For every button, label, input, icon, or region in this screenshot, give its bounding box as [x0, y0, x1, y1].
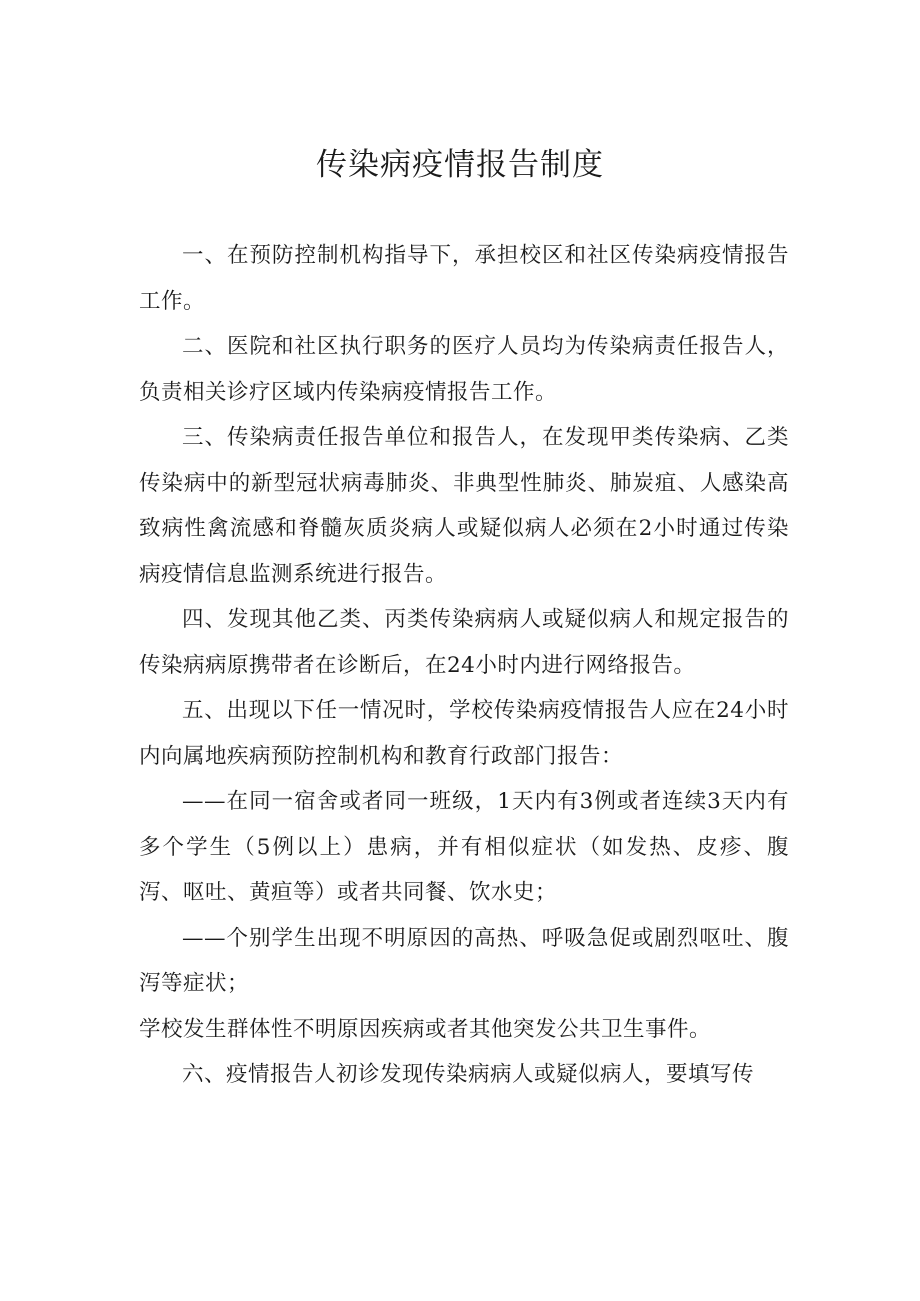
- paragraph-7: ——个别学生出现不明原因的高热、呼吸急促或剧烈呕吐、腹泻等症状；: [139, 925, 789, 996]
- paragraph-5: 五、出现以下任一情况时，学校传染病疫情报告人应在24小时内向属地疾病预防控制机构和教育行政部门报告：: [139, 698, 789, 769]
- paragraph-1: 一、在预防控制机构指导下，承担校区和社区传染病疫情报告工作。: [139, 243, 789, 314]
- document-title: 传染病疫情报告制度: [316, 147, 604, 183]
- paragraph-2: 二、医院和社区执行职务的医疗人员均为传染病责任报告人，负责相关诊疗区域内传染病疫情报告工作。: [139, 334, 789, 405]
- document-body: [139, 233, 789, 1098]
- paragraph-4: 四、发现其他乙类、丙类传染病病人或疑似病人和规定报告的传染病病原携带者在诊断后，在24小时内进行网络报告。: [139, 607, 789, 678]
- paragraph-6: ——在同一宿舍或者同一班级，1天内有3例或者连续3天内有多个学生（5例以上）患病，并有相似症状（如发热、皮疹、腹泻、呕吐、黄疸等）或者共同餐、饮水史；: [139, 789, 789, 905]
- paragraph-9: 六、疫情报告人初诊发现传染病病人或疑似病人，要填写传: [182, 1062, 755, 1087]
- paragraph-8: 学校发生群体性不明原因疾病或者其他突发公共卫生事件。: [139, 1016, 712, 1042]
- paragraph-3: 三、传染病责任报告单位和报告人，在发现甲类传染病、乙类传染病中的新型冠状病毒肺炎、非典型性肺炎、肺炭疽、人感染高致病性禽流感和脊髓灰质炎病人或疑似病人必须在2小时通过传染病疫情信息监测系统进行报告。: [139, 425, 789, 587]
